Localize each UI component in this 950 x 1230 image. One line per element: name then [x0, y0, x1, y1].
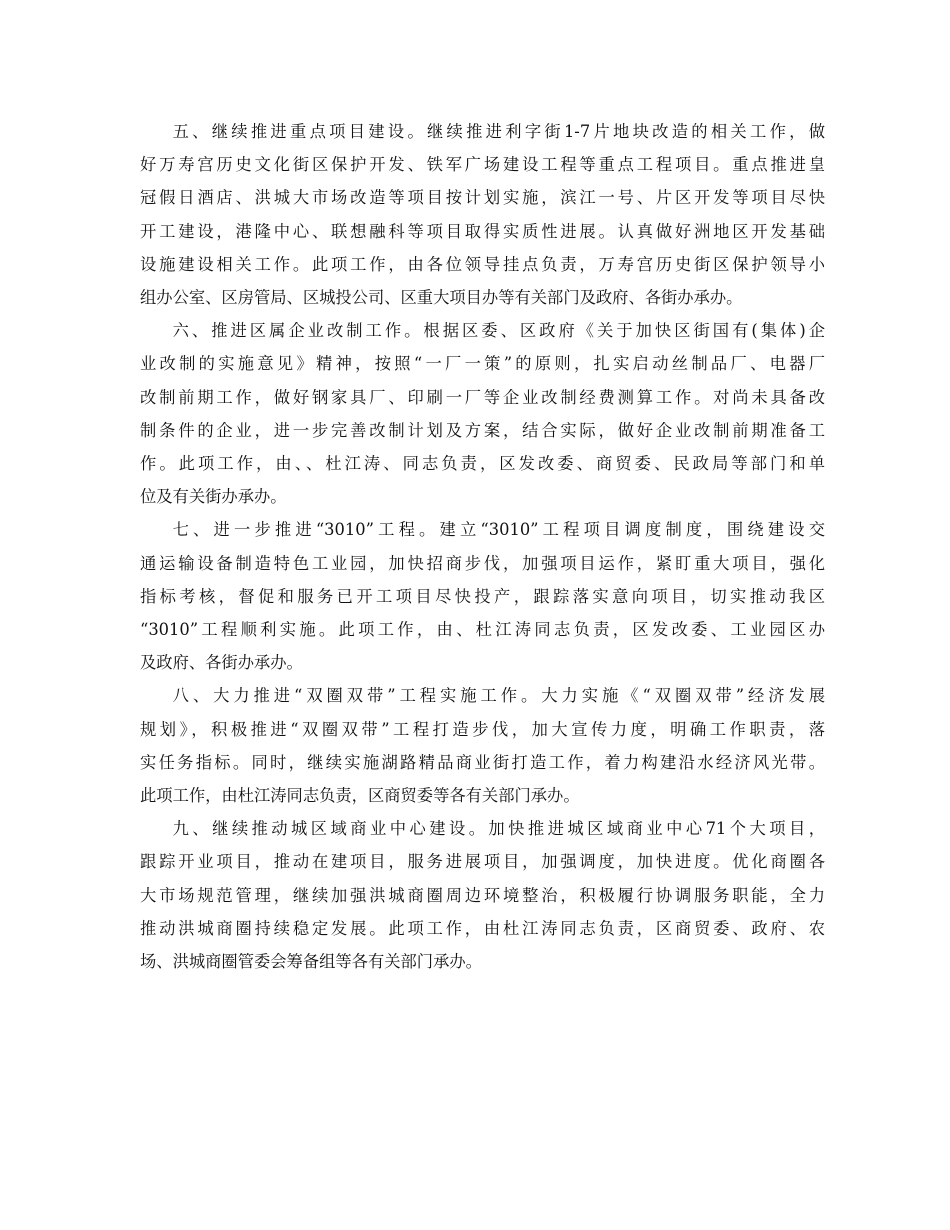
text-line: 及政府、各街办承办。	[140, 653, 303, 673]
text-line: 九、继续推动城区域商业中心建设。加快推进城区域商业中心71个大项目，	[172, 819, 825, 839]
paragraph-5	[140, 115, 825, 314]
text-line: “3010”工程顺利实施。此项工作，由、杜江涛同志负责，区发改委、工业园区办	[140, 620, 825, 640]
text-line: 好万寿宫历史文化街区保护开发、铁军广场建设工程等重点工程项目。重点推进皇	[140, 155, 825, 175]
text-line: 大市场规范管理，继续加强洪城商圈周边环境整治，积极履行协调服务职能，全力	[140, 885, 825, 905]
text-line: 开工建设，港隆中心、联想融科等项目取得实质性进展。认真做好洲地区开发基础	[140, 221, 825, 241]
text-line: 六、推进区属企业改制工作。根据区委、区政府《关于加快区街国有(集体)企	[172, 321, 825, 341]
text-line: 跟踪开业项目，推动在建项目，服务进展项目，加强调度，加快进度。优化商圈各	[140, 852, 825, 872]
text-line: 制条件的企业，进一步完善改制计划及方案，结合实际，做好企业改制前期准备工	[140, 420, 825, 440]
paragraph-7	[140, 513, 825, 679]
text-line: 作。此项工作，由、、杜江涛、同志负责，区发改委、商贸委、民政局等部门和单	[140, 454, 825, 474]
text-line: 改制前期工作，做好钢家具厂、印刷一厂等企业改制经费测算工作。对尚未具备改	[140, 387, 825, 407]
text-line: 业改制的实施意见》精神，按照“一厂一策”的原则，扎实启动丝制品厂、电器厂	[140, 354, 825, 374]
text-line: 冠假日酒店、洪城大市场改造等项目按计划实施，滨江一号、片区开发等项目尽快	[140, 188, 825, 208]
text-line: 八、大力推进“双圈双带”工程实施工作。大力实施《“双圈双带”经济发展	[172, 686, 825, 706]
document-body	[140, 115, 825, 978]
text-line: 场、洪城商圈管委会筹备组等各有关部门承办。	[140, 952, 482, 972]
text-line: 七、进一步推进“3010”工程。建立“3010”工程项目调度制度，围绕建设交	[172, 520, 825, 540]
text-line: 指标考核，督促和服务已开工项目尽快投产，跟踪落实意向项目，切实推动我区	[140, 586, 825, 606]
text-line: 推动洪城商圈持续稳定发展。此项工作，由杜江涛同志负责，区商贸委、政府、农	[140, 918, 825, 938]
text-line: 设施建设相关工作。此项工作，由各位领导挂点负责，万寿宫历史街区保护领导小	[140, 254, 825, 274]
text-line: 此项工作，由杜江涛同志负责，区商贸委等各有关部门承办。	[140, 786, 580, 806]
text-line: 组办公室、区房管局、区城投公司、区重大项目办等有关部门及政府、各街办承办。	[140, 288, 743, 308]
paragraph-6	[140, 314, 825, 513]
paragraph-9	[140, 812, 825, 978]
text-line: 规划》，积极推进“双圈双带”工程打造步伐，加大宣传力度，明确工作职责，落	[140, 719, 825, 739]
text-line: 五、继续推进重点项目建设。继续推进利字街1-7片地块改造的相关工作，做	[172, 122, 825, 141]
text-line: 位及有关街办承办。	[140, 487, 287, 507]
paragraph-8	[140, 679, 825, 812]
text-line: 通运输设备制造特色工业园，加快招商步伐，加强项目运作，紧盯重大项目，强化	[140, 553, 825, 573]
text-line: 实任务指标。同时，继续实施湖路精品商业街打造工作，着力构建沿水经济风光带。	[140, 752, 825, 772]
